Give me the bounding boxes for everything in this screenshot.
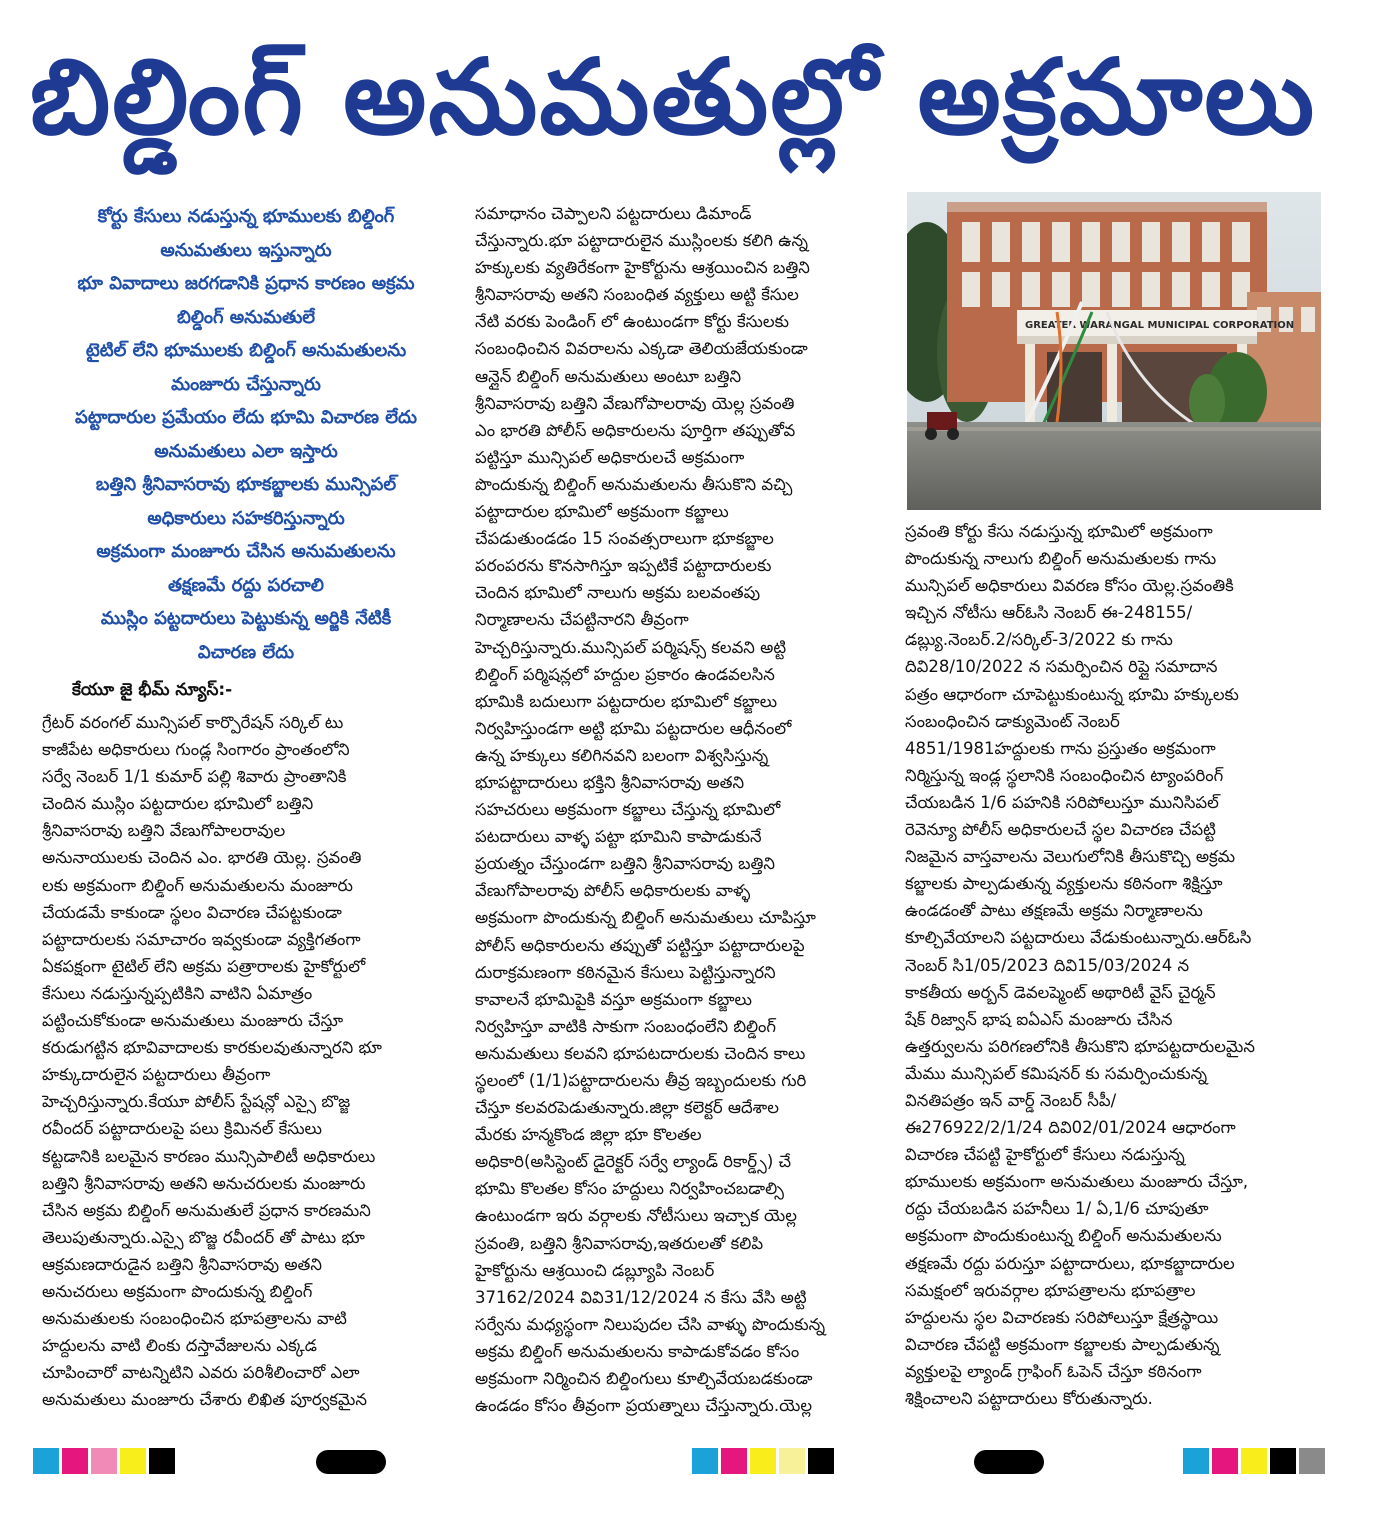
text-line: అనునాయులకు చెందిన ఎం. భారతి యెల్ల. స్రవంతి xyxy=(42,848,362,868)
color-swatch-light-yellow xyxy=(779,1448,805,1474)
highlight-line: బిల్డింగ్ అనుమతులే xyxy=(176,306,316,328)
color-swatch-cyan xyxy=(692,1448,718,1474)
text-line: స్రవంతి, బత్తిని శ్రీనివాసరావు,ఇతరులతో కలిపి xyxy=(475,1233,764,1253)
text-line: స్రవంతి కోర్టు కేసు నడుస్తున్న భూమిలో అక్రమంగా xyxy=(905,522,1213,541)
text-line: తక్షణమే రద్దు పరుస్తూ పట్టాదారులు, భూకబ్జాదారుల xyxy=(905,1253,1235,1273)
text-line: ఉన్న హక్కులు కలిగినవని బలంగా విశ్వసిస్తున్న xyxy=(475,745,769,765)
text-line: ఎం భారతి పోలీస్ అధికారులను పూర్తిగా తప్పుతోవ xyxy=(475,420,796,440)
text-line: భూపట్టాదారులు భక్తిని శ్రీనివాసరావు అతని xyxy=(475,772,745,792)
text-line: ఉండడంతో పాటు తక్షణమే అక్రమ నిర్మాణాలను xyxy=(905,901,1203,921)
text-line: నిజమైన వాస్తవాలను వెలుగులోనికి తీసుకొచ్చి అక్రమ xyxy=(905,847,1236,867)
text-line: 37162/2024 వివి31/12/2024 న కేసు వేసి అట్టి xyxy=(475,1287,807,1307)
text-line: శ్రీనివాసరావు బత్తిని వేణుగోపాలరావు యెల్ల స్రవంతి xyxy=(475,393,795,413)
highlight-line: అనుమతులు ఎలా ఇస్తారు xyxy=(154,440,338,462)
text-line: చేస్తూ కలవరపెడుతున్నారు.జిల్లా కలెక్టర్ ఆదేశాల xyxy=(475,1098,779,1118)
text-line: కబ్జాలకు పాల్పడుతున్న వ్యక్తులను కఠినంగా శిక్షిస్తూ xyxy=(905,874,1223,894)
text-line: మేరకు హన్మకొండ జిల్లా భూ కొలతల xyxy=(475,1125,702,1145)
text-line: 4851/1981హద్దులకు గాను ప్రస్తుతం అక్రమంగా xyxy=(905,738,1216,758)
highlight-line: భూ వివాదాలు జరగడానికి ప్రధాన కారణం అక్రమ xyxy=(77,273,415,294)
text-line: ఉత్తర్వులను పరిగణలోనికి తీసుకొని భూపట్టదారులమైన xyxy=(905,1036,1255,1056)
color-swatch-yellow xyxy=(750,1448,776,1474)
color-swatch-magenta xyxy=(62,1448,88,1474)
text-line: సంబంధించిన డాక్యుమెంట్ నెంబర్ xyxy=(905,711,1120,731)
text-line: పటదారులు వాళ్ళ పట్టా భూమిని కాపాడుకునే xyxy=(475,827,762,847)
color-swatch-black xyxy=(1270,1448,1296,1474)
highlight-line: టైటిల్ లేని భూములకు బిల్డింగ్ అనుమతులను xyxy=(85,340,407,361)
text-line: రెవెన్యూ పోలీస్ అధికారులచే స్థల విచారణ చేపట్టి xyxy=(905,820,1216,840)
highlight-line: ముస్లిం పట్టదారులు పెట్టుకున్న అర్జికి నేటికీ xyxy=(100,608,392,629)
color-swatch-yellow xyxy=(120,1448,146,1474)
text-line: శిక్షించాలని పట్టాదారులు కోరుతున్నారు. xyxy=(905,1389,1153,1408)
highlight-line: అనుమతులు ఇస్తున్నారు xyxy=(160,239,332,261)
text-line: పరంపరను కొనసాగిస్తూ ఇప్పటికే పట్టాదారులకు xyxy=(475,556,772,576)
text-line: చేపడుతుండడం 15 సంవత్సరాలుగా భూకబ్జాల xyxy=(475,529,774,549)
text-line: చేయడమే కాకుండా స్థలం విచారణ చేపట్టకుండా xyxy=(42,902,342,922)
text-line: డబ్ల్యు.నెంబర్.2/సర్కిల్-3/2022 కు గాను xyxy=(905,630,1173,650)
highlight-line: అక్రమంగా మంజూరు చేసిన అనుమతులను xyxy=(96,541,396,562)
text-line: కాజీపేట అధికారులు గుండ్ల సింగారం ప్రాంతంలోని xyxy=(42,740,350,760)
text-line: వేణుగోపాలరావు పోలీస్ అధికారులకు వాళ్ళ xyxy=(475,881,751,901)
text-line: భూములకు అక్రమంగా అనుమతులు మంజూరు చేస్తూ, xyxy=(905,1172,1249,1192)
text-line: భూమికి బదులుగా పట్టదారుల భూమిలో కబ్జాలు xyxy=(475,691,778,711)
color-marks-right xyxy=(1183,1448,1333,1474)
text-line: అక్రమంగా పొందుకుంటున్న బిల్డింగ్ అనుమతులను xyxy=(905,1226,1222,1246)
column-1 xyxy=(42,200,450,1413)
text-line: సర్వేను మధ్యస్థంగా నిలుపుదల చేసి వాళ్ళు పొందుకున్న xyxy=(475,1314,826,1334)
text-line: ప్రయత్నం చేస్తుండగా బత్తిని శ్రీనివాసరావు బత్తిని xyxy=(475,854,776,874)
highlight-line: విచారణ లేదు xyxy=(197,641,295,663)
text-line: హద్దులను స్థల విచారణకు సరిపోలుస్తూ క్షేత్రస్థాయి xyxy=(905,1307,1219,1327)
text-line: శ్రీనివాసరావు అతని సంబంధిత వ్యక్తులు అట్టి కేసుల xyxy=(475,285,799,305)
color-swatch-cyan xyxy=(33,1448,59,1474)
color-swatch-grey xyxy=(1299,1448,1325,1474)
text-line: కట్టడానికి బలమైన కారణం మున్సిపాలిటీ అధికారులు xyxy=(42,1146,376,1166)
text-line: నిర్మిస్తున్న ఇండ్ల స్థలానికి సంబంధించిన ట్యాంపరింగ్ xyxy=(905,765,1224,785)
text-line: పత్రం ఆధారంగా చూపెట్టుకుంటున్న భూమి హక్కులకు xyxy=(905,684,1239,704)
text-line: సమక్షంలో ఇరువర్గాల భూపత్రాలను భూపత్రాల xyxy=(905,1280,1196,1300)
text-line: వ్యక్తులపై ల్యాండ్ గ్రాఫింగ్ ఓపెన్ చేస్తూ కఠినంగా xyxy=(905,1361,1202,1381)
text-line: విచారణ చేపట్టి హైకోర్టులో కేసులు నడుస్తున్న xyxy=(905,1145,1185,1165)
headline: బిల్డింగ్ అనుమతుల్లో అక్రమాలు xyxy=(30,36,1317,158)
text-line: దురాక్రమణంగా కఠినమైన కేసులు పెట్టిస్తున్నారని xyxy=(475,962,776,982)
text-line: పట్టించుకోకుండా అనుమతులు మంజూరు చేస్తూ xyxy=(42,1011,344,1031)
text-line: స్థలంలో (1/1)పట్టాదారులను తీవ్ర ఇబ్బందులకు గురి xyxy=(475,1071,807,1090)
text-line: హెచ్చరిస్తున్నారు.మున్సిపల్ పర్మిషన్స్ కలవని అట్టి xyxy=(475,637,787,657)
text-line: కాకతీయ అర్బన్ డెవలప్మెంట్ అథారిటీ వైస్ చైర్మన్ xyxy=(905,982,1216,1002)
text-line: హక్కుదారులైన పట్టదారులు తీవ్రంగా xyxy=(42,1065,271,1085)
text-line: ఉంటుండగా ఇరు వర్గాలకు నోటీసులు ఇచ్చాక యెల్ల xyxy=(475,1206,797,1226)
text-line: ఉండడం కోసం తీవ్రంగా ప్రయత్నాలు చేస్తున్నారు.యెల్ల xyxy=(475,1396,813,1416)
text-line: కూల్చివేయాలని పట్టదారులు వేడుకుంటున్నారు.ఆర్ఓసి xyxy=(905,928,1252,948)
text-line: పొందుకున్న బిల్డింగ్ అనుమతులను తీసుకొని వచ్చి xyxy=(475,474,793,494)
text-line: అనుమతులు కలవని భూపటదారులకు చెందిన కాలు xyxy=(475,1043,806,1063)
text-line: అనుమతులకు సంబంధించిన భూపత్రాలను వాటి xyxy=(42,1309,347,1329)
registration-pill-left xyxy=(316,1450,386,1474)
color-marks-center xyxy=(692,1448,842,1474)
text-line: అనుమతులు మంజూరు చేశారు లిఖిత పూర్వకమైన xyxy=(42,1390,367,1410)
text-line: పట్టాదారుల భూమిలో అక్రమంగా కబ్జాలు xyxy=(475,502,729,522)
text-line: పట్టిస్తూ మున్సిపల్ అధికారులచే అక్రమంగా xyxy=(475,447,745,467)
text-line: పొందుకున్న నాలుగు బిల్డింగ్ అనుమతులకు గాను xyxy=(905,549,1217,569)
text-line: చూపించారో వాటన్నిటిని ఎవరు పరిశీలించారో ఎలా xyxy=(42,1363,360,1383)
text-line: ఏకపక్షంగా టైటిల్ లేని అక్రమ పత్రారాలకు హైకోర్టులో xyxy=(42,956,366,976)
highlight-line: కోర్టు కేసులు నడుస్తున్న భూములకు బిల్డింగ్ xyxy=(97,206,395,227)
text-line: చేసిన అక్రమ బిల్డింగ్ అనుమతులే ప్రధాన కారణమని xyxy=(42,1200,371,1220)
text-line: నిర్వహిస్తూ వాటికి సాకుగా సంబంధంలేని బిల్డింగ్ xyxy=(475,1016,776,1036)
text-line: బిల్డింగ్ పర్మిషన్లలో హద్దుల ప్రకారం ఉండవలసిన xyxy=(475,664,775,684)
text-line: అక్రమంగా పొందుకున్న బిల్డింగ్ అనుమతులు చూపిస్తూ xyxy=(475,908,816,928)
text-line: సమాధానం చెప్పాలని పట్టదారులు డిమాండ్ xyxy=(475,204,752,223)
highlight-line: తక్షణమే రద్దు పరచాలి xyxy=(168,574,324,596)
text-line: ఈ276922/2/1/24 దివి02/01/2024 ఆధారంగా xyxy=(905,1118,1236,1138)
color-swatch-yellow xyxy=(1241,1448,1267,1474)
text-line: ఇచ్చిన నోటీసు ఆర్ఓసి నెంబర్ ఈ-248155/ xyxy=(905,603,1193,623)
byline: కేయూ జై భీమ్ న్యూస్:- xyxy=(72,680,233,700)
text-line: మున్సిపల్ అధికారులు వివరణ కోసం యెల్ల.స్రవంతికి xyxy=(905,576,1234,596)
text-line: రద్దు చేయబడిన పహనీలు 1/ ఏ,1/6 చూపుతూ xyxy=(905,1199,1209,1219)
text-line: ఆక్రమణదారుడైన బత్తిని శ్రీనివాసరావు అతని xyxy=(42,1254,322,1274)
text-line: చేయబడిన 1/6 పహనికి సరిపోలుస్తూ మునిసిపల్ xyxy=(905,792,1219,812)
text-line: చేస్తున్నారు.భూ పట్టాదారులైన ముస్లింలకు కలిగి ఉన్న xyxy=(475,231,808,251)
text-line: కావాలనే భూమిపైకి వస్తూ అక్రమంగా కబ్జాలు xyxy=(475,989,752,1009)
photo-sign-text: GREATER WARANGAL MUNICIPAL CORPORATION xyxy=(1025,320,1295,331)
text-line: నిర్మాణాలను చేపట్టినారని తీవ్రంగా xyxy=(475,610,689,630)
text-line: అక్రమంగా నిర్మించిన బిల్డింగులు కూల్చివేయబడకుండా xyxy=(475,1369,813,1389)
text-line: పట్టాదారులకు సమాచారం ఇవ్వకుండా వ్యక్తిగతంగా xyxy=(42,929,361,949)
text-line: సర్వే నెంబర్ 1/1 కుమార్ పల్లి శివారు ప్రాంతానికి xyxy=(42,767,347,787)
color-swatch-magenta xyxy=(721,1448,747,1474)
text-line: చెందిన భూమిలో నాలుగు అక్రమ బలవంతపు xyxy=(475,583,761,603)
text-line: హక్కులకు వ్యతిరేకంగా హైకోర్టును ఆశ్రయించిన బత్తిని xyxy=(475,258,810,278)
highlight-line: అధికారులు సహకరిస్తున్నారు xyxy=(147,507,345,529)
building-photo xyxy=(907,192,1321,510)
column-1-text xyxy=(42,709,450,1413)
text-line: కేసులు నడుస్తున్నప్పటికిని వాటిని ఏమాత్రం xyxy=(42,983,313,1003)
text-line: హైకోర్టును ఆశ్రయించి డబ్ల్యూపి నెంబర్ xyxy=(475,1260,715,1280)
color-marks-left xyxy=(33,1448,183,1474)
text-line: ఆన్లైన్ బిల్డింగ్ అనుమతులు అంటూ బత్తిని xyxy=(475,366,742,386)
text-line: తెలుపుతున్నారు.ఎస్సై బొజ్జ రవీందర్ తో పాటు భూ xyxy=(42,1227,365,1247)
text-line: దివి28/10/2022 న సమర్పించిన రిప్లై సమాదాన xyxy=(905,657,1218,677)
color-swatch-black xyxy=(808,1448,834,1474)
highlight-line: బత్తిని శ్రీనివాసరావు భూకబ్జాలకు మున్సిపల్ xyxy=(95,474,397,495)
color-swatch-magenta xyxy=(1212,1448,1238,1474)
registration-pill-right xyxy=(974,1450,1044,1474)
text-line: సంబంధించిన వివరాలను ఎక్కడా తెలియజేయకుండా xyxy=(475,339,808,359)
highlights-box xyxy=(42,200,450,669)
text-line: నేటి వరకు పెండింగ్ లో ఉంటుండగా కోర్టు కేసులకు xyxy=(475,312,789,332)
color-swatch-cyan xyxy=(1183,1448,1209,1474)
text-line: నెంబర్ సి1/05/2023 దివి15/03/2024 న xyxy=(905,955,1190,975)
highlight-line: పట్టాదారుల ప్రమేయం లేదు భూమి విచారణ లేదు xyxy=(75,407,417,428)
text-line: సహచరులు అక్రమంగా కబ్జాలు చేస్తున్న భూమిలో xyxy=(475,800,781,820)
text-line: షేక్ రిజ్వాన్ భాష ఐఏఎస్ మంజూరు చేసిన xyxy=(905,1009,1173,1029)
text-line: అక్రమ బిల్డింగ్ అనుమతులను కాపాడుకోవడం కోసం xyxy=(475,1341,800,1361)
text-line: అనుచరులు అక్రమంగా పొందుకున్న బిల్డింగ్ xyxy=(42,1281,313,1301)
text-line: కరుడుగట్టిన భూవివాదాలకు కారకులవుతున్నారని భూ xyxy=(42,1038,382,1058)
text-line: లకు అక్రమంగా బిల్డింగ్ అనుమతులను మంజూరు xyxy=(42,875,353,895)
color-swatch-black xyxy=(149,1448,175,1474)
column-3-text xyxy=(905,518,1320,1412)
column-2-text xyxy=(475,200,870,1419)
text-line: మేము మున్సిపల్ కమిషనర్ కు సమర్పించుకున్న xyxy=(905,1063,1208,1083)
text-line: హెచ్చరిస్తున్నారు.కేయూ పోలీస్ స్టేషన్లో ఎస్సై బొజ్జ xyxy=(42,1092,351,1112)
highlight-line: మంజూరు చేస్తున్నారు xyxy=(171,373,321,395)
text-line: రవీందర్ పట్టాదారులపై పలు క్రిమినల్ కేసులు xyxy=(42,1119,322,1139)
text-line: చెందిన ముస్లిం పట్టదారుల భూమిలో బత్తిని xyxy=(42,794,314,814)
text-line: అధికారి(అసిస్టెంట్ డైరెక్టర్ సర్వే ల్యాండ్ రికార్డ్స్) చే xyxy=(475,1152,792,1172)
column-2 xyxy=(475,200,870,1419)
column-3 xyxy=(905,518,1320,1412)
text-line: పోలీస్ అధికారులను తప్పుతో పట్టిస్తూ పట్టాదారులపై xyxy=(475,935,805,955)
text-line: వినతిపత్రం ఇన్ వార్డ్ నెంబర్ సీపీ/ xyxy=(905,1090,1117,1110)
text-line: భూమి కొలతల కోసం హద్దులు నిర్వహించబడాల్సి xyxy=(475,1179,784,1199)
text-line: గ్రేటర్ వరంగల్ మున్సిపల్ కార్పొరేషన్ సర్కిల్ టు xyxy=(42,713,344,732)
text-line: నిర్వహిస్తుండగా అట్టి భూమి పట్టదారుల ఆధీనంలో xyxy=(475,718,792,738)
municipal-building-image xyxy=(907,192,1321,510)
text-line: హద్దులను వాటి లింకు దస్తావేజులను ఎక్కడ xyxy=(42,1336,317,1356)
color-swatch-pink xyxy=(91,1448,117,1474)
text-line: విచారణ చేపట్టి అక్రమంగా కబ్జాలకు పాల్పడుతున్న xyxy=(905,1334,1220,1354)
text-line: బత్తిని శ్రీనివాసరావు అతని అనుచరులకు మంజూరు xyxy=(42,1173,366,1193)
text-line: శ్రీనివాసరావు బత్తిని వేణుగోపాలరావుల xyxy=(42,821,286,841)
